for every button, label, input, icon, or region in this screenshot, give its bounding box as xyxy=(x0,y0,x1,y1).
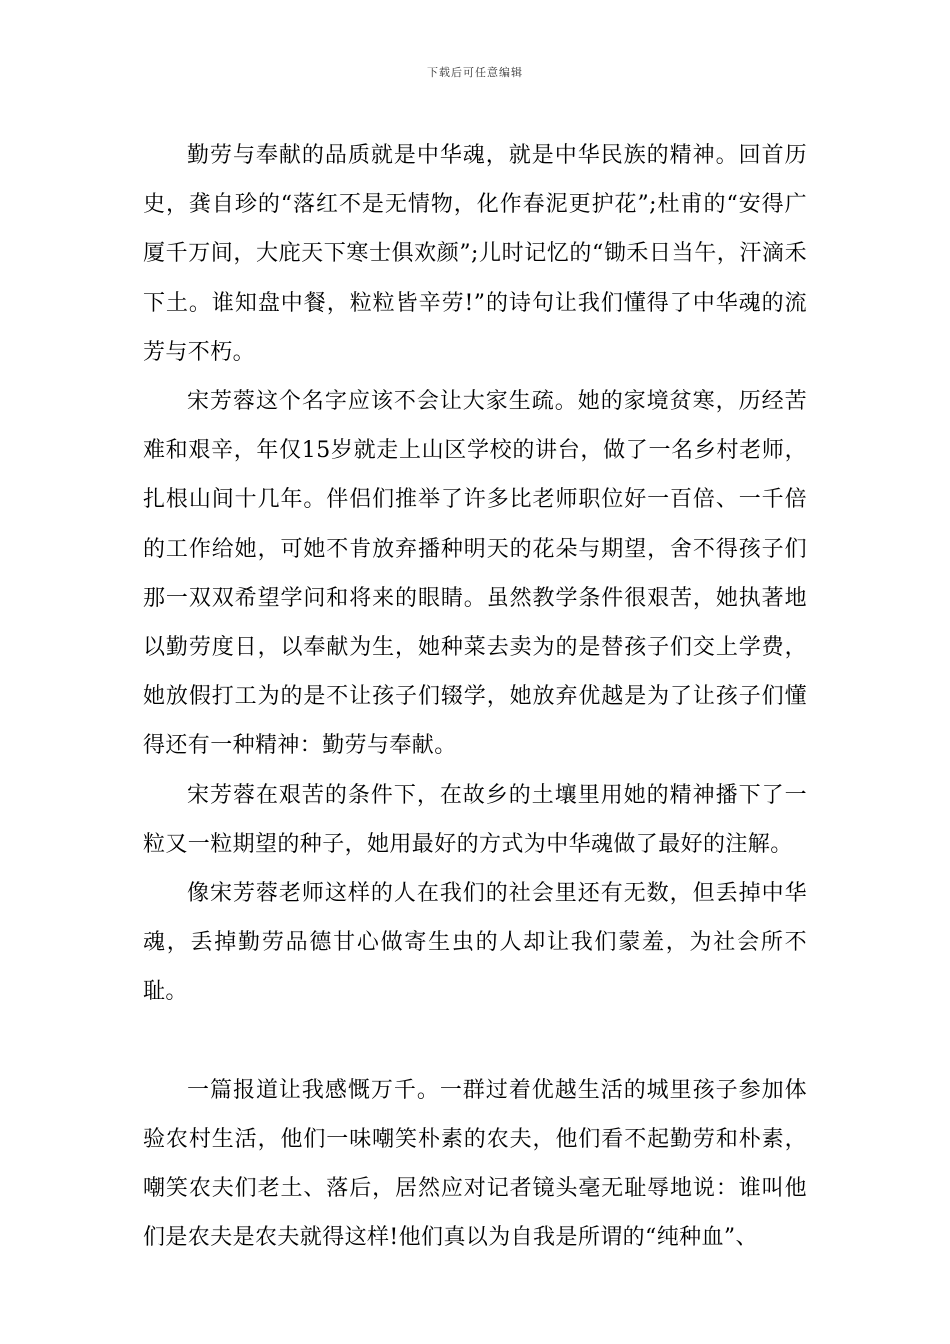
paragraph-4: 像宋芳蓉老师这样的人在我们的社会里还有无数，但丢掉中华魂，丢掉勤劳品德甘心做寄生虫的人却让我们蒙羞，为社会所不耻。 xyxy=(143,881,807,1005)
paragraph-gap xyxy=(143,1017,807,1066)
paragraph-2: 宋芳蓉这个名字应该不会让大家生疏。她的家境贫寒，历经苦难和艰辛，年仅15岁就走上山区学校的讲台，做了一名乡村老师，扎根山间十几年。伴侣们推举了许多比老师职位好一百倍、一千倍的工作给她，可她不肯放弃播种明天的花朵与期望，舍不得孩子们那一双双希望学问和将来的眼睛。虽然教学条件很艰苦，她执著地以勤劳度日，以奉献为生，她种菜去卖为的是替孩子们交上学费，她放假打工为的是不让孩子们辍学，她放弃优越是为了让孩子们懂得还有一种精神：勤劳与奉献。 xyxy=(143,389,807,759)
paragraph-5: 一篇报道让我感慨万千。一群过着优越生活的城里孩子参加体验农村生活，他们一味嘲笑朴素的农夫，他们看不起勤劳和朴素，嘲笑农夫们老土、落后，居然应对记者镜头毫无耻辱地说：谁叫他们是农夫是农夫就得这样!他们真以为自我是所谓的“纯种血”、 xyxy=(143,1077,807,1251)
paragraph-3: 宋芳蓉在艰苦的条件下，在故乡的土壤里用她的精神播下了一粒又一粒期望的种子，她用最好的方式为中华魂做了最好的注解。 xyxy=(143,782,807,857)
header-note: 下载后可任意编辑 xyxy=(427,66,523,79)
paragraph-1: 勤劳与奉献的品质就是中华魂，就是中华民族的精神。回首历史，龚自珍的“落红不是无情物，化作春泥更护花”;杜甫的“安得广厦千万间，大庇天下寒士俱欢颜”;儿时记忆的“锄禾日当午，汗滴禾下土。谁知盘中餐，粒粒皆辛劳!”的诗句让我们懂得了中华魂的流芳与不朽。 xyxy=(143,143,807,365)
document-body xyxy=(143,131,807,1262)
